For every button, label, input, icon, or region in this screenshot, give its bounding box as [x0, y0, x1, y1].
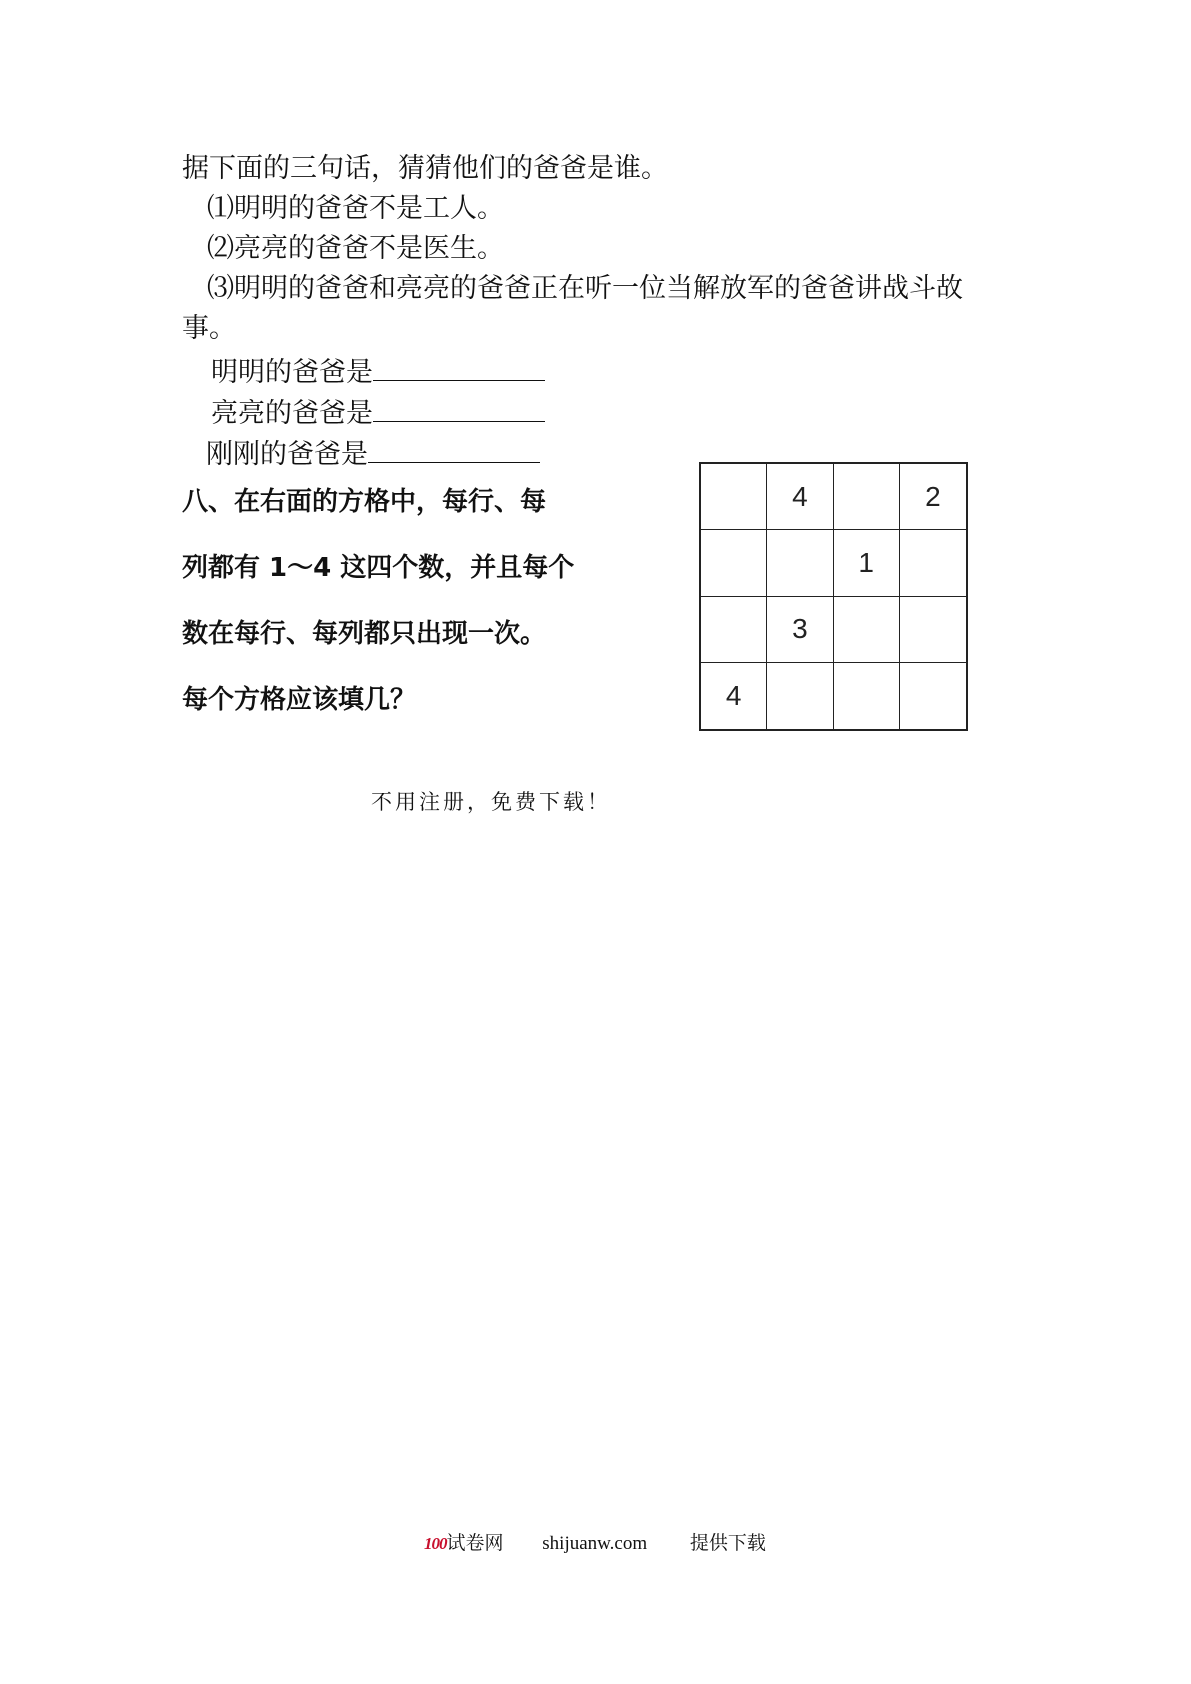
- question-8-line-2: 列都有 1～4 这四个数，并且每个: [182, 553, 575, 583]
- grid-cell[interactable]: [834, 663, 900, 729]
- question-8-line-3: 数在每行、每列都只出现一次。: [182, 619, 547, 649]
- answer-label-1: 明明的爸爸是: [211, 357, 373, 388]
- grid-cell[interactable]: 3: [767, 597, 833, 663]
- grid-cell[interactable]: 1: [834, 530, 900, 596]
- grid-cell[interactable]: [900, 530, 966, 596]
- answer-blank-2[interactable]: [373, 395, 545, 422]
- grid-cell[interactable]: [767, 530, 833, 596]
- provide-download-text: 提供下载: [689, 1533, 766, 1554]
- grid-cell[interactable]: 4: [767, 464, 833, 530]
- clue-1: ⑴明明的爸爸不是工人。: [207, 193, 504, 224]
- grid-cell[interactable]: 4: [701, 663, 767, 729]
- question-8-line-4: 每个方格应该填几？: [182, 685, 417, 715]
- number-grid: [699, 462, 968, 731]
- grid-cell[interactable]: [701, 464, 767, 530]
- site-url[interactable]: shijuanw.com: [542, 1533, 648, 1554]
- clue-3-line-1: ⑶明明的爸爸和亮亮的爸爸正在听一位当解放军的爸爸讲战斗故: [207, 273, 963, 304]
- grid-cell[interactable]: 2: [900, 464, 966, 530]
- grid-cell[interactable]: [834, 464, 900, 530]
- clue-2: ⑵亮亮的爸爸不是医生。: [207, 233, 504, 264]
- answer-row-2: [211, 395, 545, 431]
- grid-cell[interactable]: [834, 597, 900, 663]
- footer: [424, 1528, 766, 1555]
- grid-cell[interactable]: [900, 597, 966, 663]
- answer-row-3: [206, 436, 540, 472]
- answer-row-1: [211, 354, 545, 390]
- answer-label-3: 刚刚的爸爸是: [206, 439, 368, 470]
- grid-cell[interactable]: [701, 530, 767, 596]
- grid-cell[interactable]: [767, 663, 833, 729]
- grid-cell[interactable]: [900, 663, 966, 729]
- site-name: 试卷网: [446, 1533, 504, 1554]
- free-download-note: 不用注册，免费下载！: [371, 790, 611, 814]
- question-8-line-1: 八、在右面的方格中，每行、每: [182, 487, 547, 517]
- clue-3-line-2: 事。: [182, 313, 236, 344]
- answer-blank-3[interactable]: [368, 436, 540, 463]
- riddle-intro: 据下面的三句话，猜猜他们的爸爸是谁。: [182, 153, 668, 184]
- answer-blank-1[interactable]: [373, 354, 545, 381]
- answer-label-2: 亮亮的爸爸是: [211, 398, 373, 429]
- grid-cell[interactable]: [701, 597, 767, 663]
- site-logo: 100: [424, 1534, 447, 1553]
